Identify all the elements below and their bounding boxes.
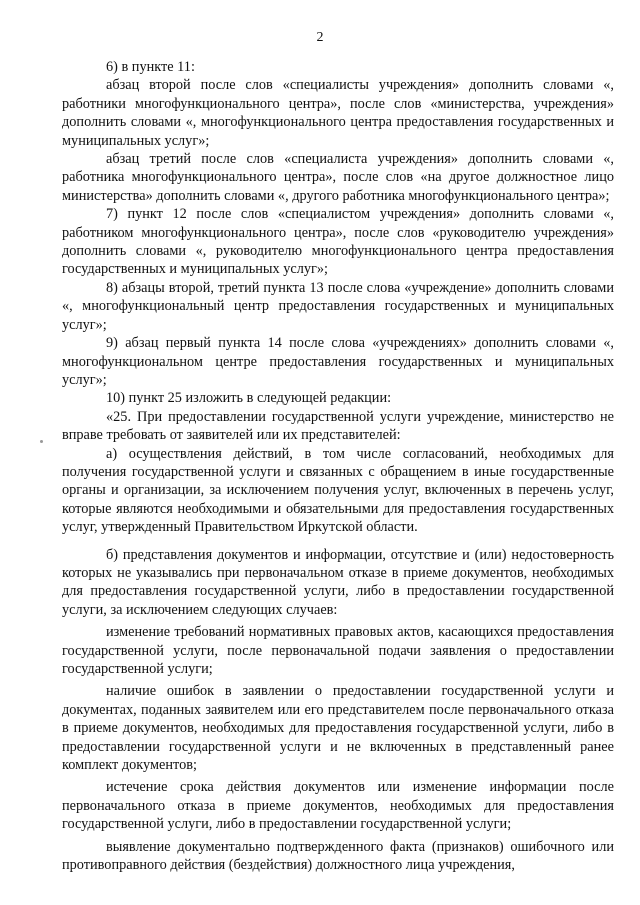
document-body xyxy=(62,58,614,874)
paragraph-item-7: 7) пункт 12 после слов «специалистом учреждения» дополнить словами «, работником многофункционального центра», после слов «руководителю учреждения» дополнить словами «, руководителю многофункционального центра предоставления государственных и муниципальных услуг»; xyxy=(62,206,614,278)
paragraph-item-8: 8) абзацы второй, третий пункта 13 после слова «учреждение» дополнить словами «, многофункциональный центр предоставления государственных и муниципальных услуг»; xyxy=(62,279,614,333)
paragraph-item-6: 6) в пункте 11: xyxy=(106,59,195,75)
paragraph-subitem-b: б) представления документов и информации, отсутствие и (или) недостоверность которых не указывались при первоначальном отказе в приеме документов, необходимых для предоставления государственной услуги, либо в предоставлении государственной услуги, за исключением следующих случаев: xyxy=(62,546,614,618)
paragraph-abzac-3: абзац третий после слов «специалиста учреждения» дополнить словами «, работника многофункционального центра», после слов «на другое должностное лицо министерства» дополнить словами «, другого работника многофункционального центра»; xyxy=(62,151,614,204)
page-number: 2 xyxy=(316,30,324,45)
paragraph-case-1: изменение требований нормативных правовых актов, касающихся предоставления государственной услуги, после первоначальной подачи заявления о предоставлении государственной услуги; xyxy=(62,624,614,677)
paragraph-case-2: наличие ошибок в заявлении о предоставлении государственной услуги и документах, поданных заявителем или его представителем после первоначального отказа в приеме документов, необходимых для предоставления государственной услуги, либо в предоставлении государственной услуги и не включенных в представленный ранее комплект документов; xyxy=(62,683,614,774)
margin-mark xyxy=(40,440,43,443)
paragraph-item-9: 9) абзац первый пункта 14 после слова «учреждениях» дополнить словами «, многофункциональном центре предоставления государственных и муниципальных услуг»; xyxy=(62,335,614,388)
paragraph-item-10: 10) пункт 25 изложить в следующей редакции: xyxy=(106,390,392,407)
paragraph-subitem-a: а) осуществления действий, в том числе согласований, необходимых для получения государственной услуги и связанных с обращением в иные государственные органы и организации, за исключением получения услуг, включенных в перечень услуг, которые являются необходимыми и обязательными для предоставления государственных услуг, утвержденный Правительством Иркутской области. xyxy=(62,445,614,536)
paragraph-abzac-2: абзац второй после слов «специалисты учреждения» дополнить словами «, работники многофункционального центра», после слов «министерства, учреждения» дополнить словами «, многофункционального центра предоставления государственных и муниципальных услуг»; xyxy=(62,77,614,149)
paragraph-case-3: истечение срока действия документов или изменение информации после первоначального отказа в приеме документов, необходимых для предоставления государственной услуги, либо в предоставлении государственной услуги; xyxy=(62,779,614,833)
paragraph-case-4: выявление документально подтвержденного факта (признаков) ошибочного или противоправного действия (бездействия) должностного лица учреждения, xyxy=(62,838,614,874)
paragraph-clause-25: «25. При предоставлении государственной услуги учреждение, министерство не вправе требовать от заявителей или их представителей: xyxy=(62,408,614,444)
